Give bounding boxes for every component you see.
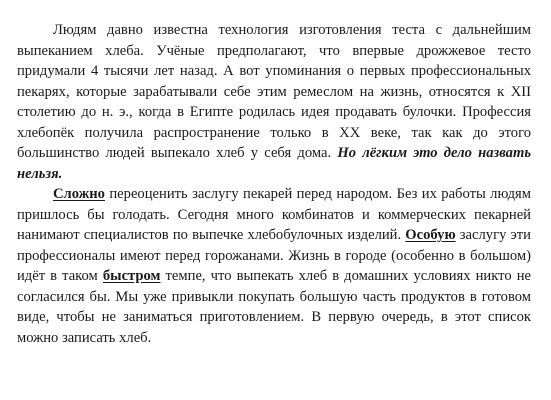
paragraph-2-text-3: темпе, что выпекать хлеб в домашних условиях никто не согласился бы. Мы уже привыкли покупать большую часть продуктов в готовом виде, чтобы не заниматься приготовлением. В первую очередь, в этот список можно записать хлеб.: [17, 268, 531, 346]
paragraph-2: [17, 184, 531, 348]
paragraph-1: [17, 20, 531, 184]
highlighted-word-osobuyu: Особую: [405, 227, 456, 243]
highlighted-word-bystrom: быстром: [102, 268, 161, 284]
paragraph-2-text-1: переоценить заслугу пекарей перед народом. Без их работы людям пришлось бы голодать. Сегодня много комбинатов и коммерческих пекарней нанимают специалистов по выпечке хлебобулочных изделий.: [17, 186, 531, 243]
paragraph-1-text: Людям давно известна технология изготовления теста с дальнейшим выпеканием хлеба. Учёные предполагают, что впервые дрожжевое тесто придумали 4 тысячи лет назад. А вот упоминания о первых профессиональных пекарях, которые зарабатывали себе этим ремеслом на жизнь, относятся к XII столетию до н. э., когда в Египте родилась идея продавать булочки. Профессия хлебопёк получила распространение только в XX веке, так как до этого большинство людей выпекало хлеб у себя дома.: [17, 22, 531, 161]
highlighted-word-slozhno: Сложно: [53, 186, 105, 202]
document-page: [17, 20, 531, 348]
emphasized-sentence: Но лёгким это дело назвать нельзя.: [17, 145, 531, 182]
paragraph-2-text-2: заслугу эти профессионалы имеют перед горожанами. Жизнь в городе (особенно в большом) идёт в таком: [17, 227, 531, 284]
